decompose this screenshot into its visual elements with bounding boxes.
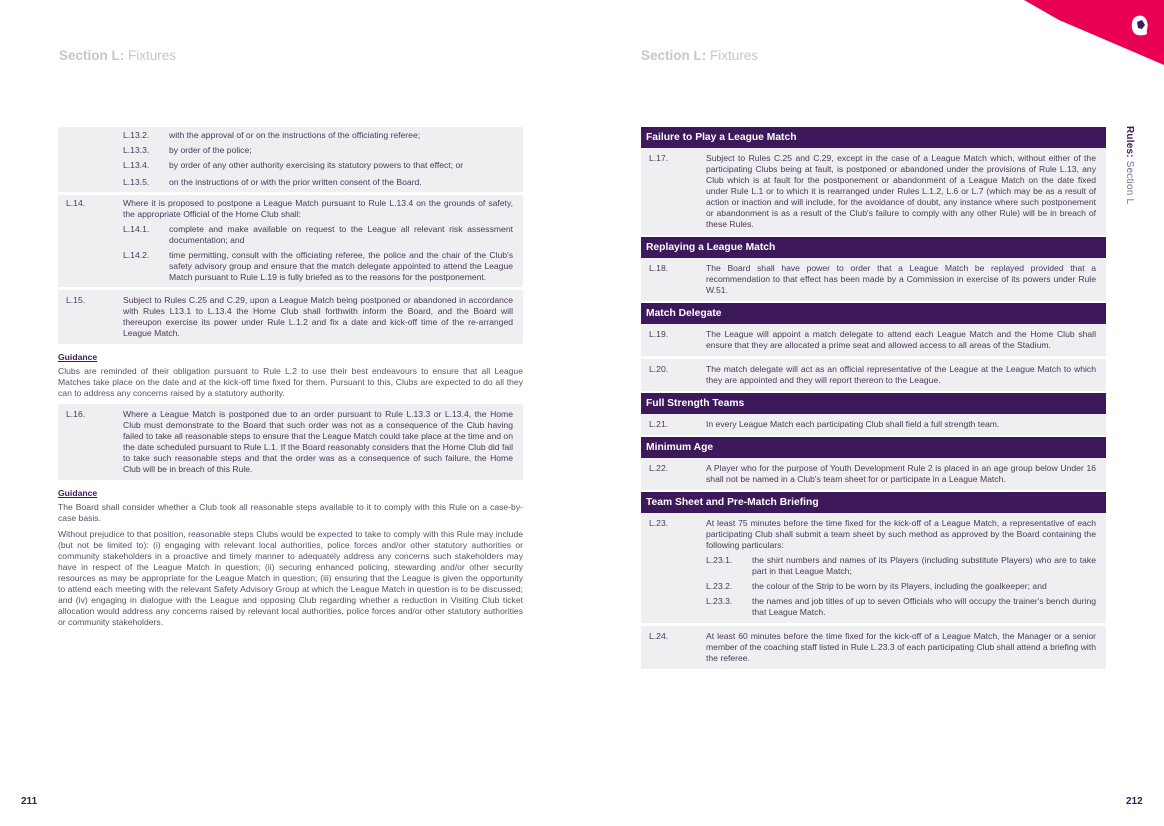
- rule-l24: L.24. At least 60 minutes before the time fixed for the kick-off of a League Match, the Manager or a senior member of the coaching staff listed in Rule L.23.3 of each participating Club shall attend a briefing with the referee.: [649, 631, 1096, 663]
- rule-l22: L.22. A Player who for the purpose of Youth Development Rule 2 is placed in an age group below Under 16 shall not be named in a Club's team sheet for or participate in a League Match.: [649, 463, 1096, 484]
- rule-l14-1: L.14.1. complete and make available on request to the League all relevant risk assessment documentation; and: [123, 224, 513, 245]
- rule-l13-5: L.13.5. on the instructions of or with the prior written consent of the Board.: [123, 177, 422, 187]
- rule-box-l18: [641, 258, 1106, 301]
- lion-logo-icon: [1129, 15, 1151, 37]
- rule-box-l23: [641, 513, 1106, 623]
- guidance-paragraph: The Board shall consider whether a Club took all reasonable steps available to it to comply with this Rule on a case-by-case basis.: [58, 502, 523, 523]
- rule-l13-4: L.13.4. by order of any other authority exercising its statutory powers to that effect; or: [123, 160, 464, 170]
- section-heading: Match Delegate: [641, 303, 1106, 324]
- guidance-paragraph: Clubs are reminded of their obligation pursuant to Rule L.2 to use their best endeavours to ensure that all League Matches take place on the date and at the kick-off time fixed for them. Pursuant to this, Clubs are expected to do all they can to address any concerns raised by a statutory authority.: [58, 366, 523, 398]
- right-column: [641, 127, 1106, 669]
- section-heading: Failure to Play a League Match: [641, 127, 1106, 148]
- section-heading: Replaying a League Match: [641, 237, 1106, 258]
- rule-l13-2: L.13.2. with the approval of or on the instructions of the officiating referee;: [123, 130, 421, 140]
- guidance-heading: Guidance: [58, 488, 98, 498]
- rule-l21: L.21. In every League Match each participating Club shall field a full strength team.: [649, 419, 1000, 429]
- rule-l14-2: L.14.2. time permitting, consult with the officiating referee, the police and the chair of the Club's safety advisory group and ensure that the match delegate appointed to attend the League Match pursuant to Rule L.19 is fully briefed as to the reasons for the postponement.: [123, 250, 513, 282]
- rule-l20: L.20. The match delegate will act as an official representative of the League at the League Match to which they are appointed and they will report thereon to the League.: [649, 364, 1096, 385]
- rule-l19: L.19. The League will appoint a match delegate to attend each League Match and the Home Club shall ensure that they are allocated a prime seat and allowed access to all areas of the Stadium.: [649, 329, 1096, 350]
- rule-box-l14: [58, 195, 523, 287]
- page-number-right: 212: [1126, 796, 1143, 807]
- rule-l13-3: L.13.3. by order of the police;: [123, 145, 252, 155]
- rule-box-l13: [58, 127, 523, 192]
- rule-l23-1: L.23.1. the shirt numbers and names of its Players (including substitute Players) who are to take part in that League Match;: [706, 555, 1096, 576]
- rule-l23-3: L.23.3. the names and job titles of up to seven Officials who will occupy the trainer's bench during that League Match.: [706, 596, 1096, 617]
- rule-l16: L.16. Where a League Match is postponed due to an order pursuant to Rule L.13.3 or L.13.4, the Home Club must demonstrate to the Board that such order was not as a consequence of the Club having failed to take all reasonable steps to ensure that the League Match could take place at the time and on the date scheduled pursuant to Rule L.1. If the Board reasonably considers that the Home Club did fail to take such reasonable steps and that the order was as a consequence of such failure, the Home Club will be in breach of this Rule.: [66, 409, 513, 474]
- left-column: [58, 127, 523, 633]
- page-number-left: 211: [21, 796, 38, 807]
- rule-l17: L.17. Subject to Rules C.25 and C.29, except in the case of a League Match which, without either of the participating Clubs being at fault, is postponed or abandoned under the provisions of Rule L.13, any Club which is at fault for the postponement or abandonment of a League Match on the date fixed under Rule L.1 or to which it is rearranged under Rules L.1.2, L.6 or L.7 (which may be as a result of action or inaction and will include, for the avoidance of doubt, any instance where such postponement or abandonment is as a result of the Club's failure to comply with any other Rule) will be in breach of these Rules.: [649, 153, 1096, 229]
- guidance-heading: Guidance: [58, 352, 98, 362]
- rule-l23: L.23. At least 75 minutes before the time fixed for the kick-off of a League Match, a representative of each participating Club shall submit a team sheet by such method as approved by the Board containing the following particulars:: [649, 518, 1096, 550]
- rule-l18: L.18. The Board shall have power to order that a League Match be replayed provided that a recommendation to that effect has been made by a Commission in exercise of its powers under Rule W.51.: [649, 263, 1096, 295]
- guidance-paragraph: Without prejudice to that position, reasonable steps Clubs would be expected to take to comply with this Rule may include (but not be limited to): (i) engaging with relevant local authorities, police forces and/or other statutory authorities or community stakeholders in a proactive and timely manner to adequately address any concerns such stakeholders may have in respect of the League Match in question; (ii) securing enhanced policing, stewarding and/or other security resources as may be appropriate for the League Match in question; (iii) ensuring that the League is given the opportunity to attend each meeting with the relevant Safety Advisory Group at which the League Match in question is to be discussed; and (iv) engaging in dialogue with the League and opposing Club regarding whether a reduction in Visiting Club ticket allocation would address any concerns raised by relevant local authorities, police forces and/or other statutory authorities or community stakeholders.: [58, 529, 523, 627]
- corner-brand-ribbon: [1024, 0, 1164, 70]
- rule-box-l22: [641, 458, 1106, 490]
- rule-box-l21: [641, 414, 1106, 435]
- section-heading: Minimum Age: [641, 437, 1106, 458]
- rule-box-l24: [641, 626, 1106, 669]
- rule-box-l19: [641, 324, 1106, 356]
- rule-box-l16: [58, 404, 523, 480]
- section-heading: Full Strength Teams: [641, 393, 1106, 414]
- rule-l15: L.15. Subject to Rules C.25 and C.29, upon a League Match being postponed or abandoned in accordance with Rules L13.1 to L.13.4 the Home Club shall forthwith inform the Board, and the Board will thereupon exercise its power under Rule L.1.2 and fix a date and kick-off time of the re-arranged League Match.: [66, 295, 513, 338]
- side-section-tab: Rules: Section L: [1124, 126, 1135, 205]
- rule-l23-2: L.23.2. the colour of the Strip to be worn by its Players, including the goalkeeper; and: [706, 581, 1047, 591]
- page-title-left: Section L: Fixtures: [59, 48, 177, 63]
- rule-l14: L.14. Where it is proposed to postpone a League Match pursuant to Rule L.13.4 on the grounds of safety, the appropriate Official of the Home Club shall:: [66, 198, 513, 219]
- rule-box-l15: [58, 290, 523, 344]
- rule-box-l17: [641, 148, 1106, 235]
- page-title-right: Section L: Fixtures: [641, 48, 759, 63]
- rule-box-l20: [641, 359, 1106, 391]
- section-heading: Team Sheet and Pre-Match Briefing: [641, 492, 1106, 513]
